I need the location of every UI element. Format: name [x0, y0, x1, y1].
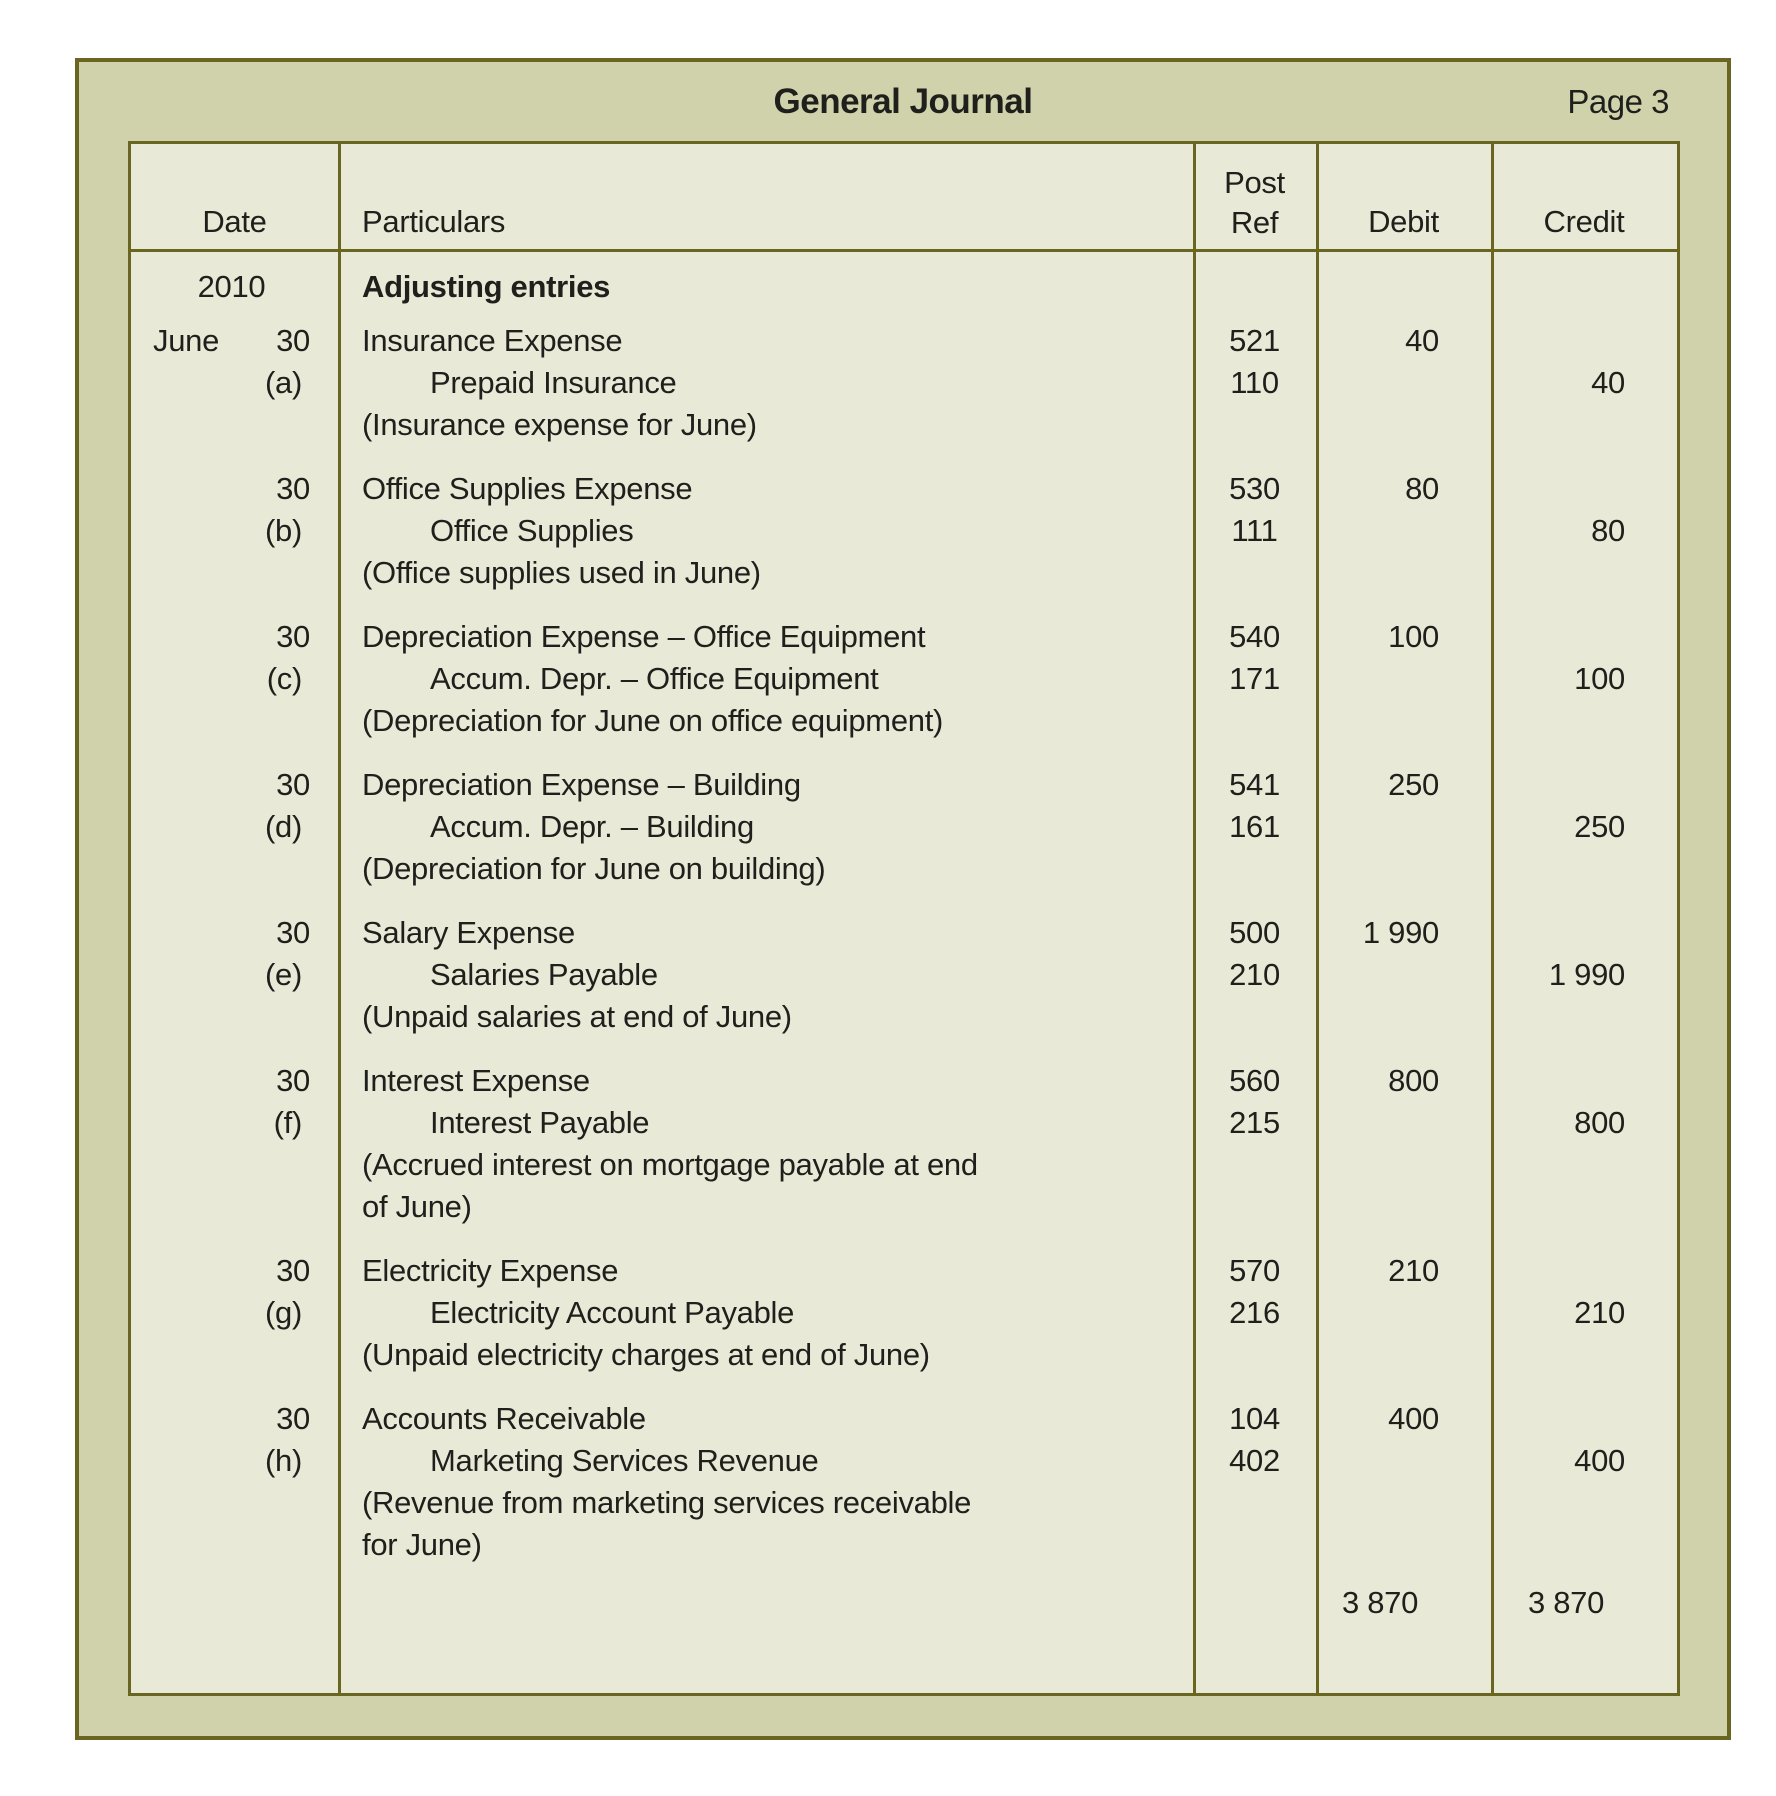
- entry-letter: (b): [265, 513, 302, 548]
- entry-date-cell: [131, 1398, 338, 1440]
- debit-account-name: Electricity Expense: [362, 1253, 619, 1288]
- debit-amount-empty: [1316, 1102, 1491, 1144]
- debit-total-value: 3 870: [1341, 1585, 1419, 1620]
- debit-amount: 800: [1388, 1063, 1439, 1098]
- narration-ref-empty: [1193, 1482, 1316, 1524]
- entry-narration-row: [131, 1482, 1677, 1524]
- header-date: Date: [202, 204, 267, 239]
- year-value: 2010: [197, 269, 266, 304]
- narration-credit-empty: [1491, 1524, 1677, 1566]
- credit-post-ref: 216: [1229, 1295, 1280, 1330]
- entry-debit-row: [131, 912, 1677, 954]
- debit-amount-empty: [1316, 1440, 1491, 1482]
- credit-account-name: Salaries Payable: [430, 957, 658, 992]
- narration-text: (Depreciation for June on office equipment): [362, 703, 944, 738]
- narration-text: of June): [362, 1189, 472, 1224]
- entry-gap: [131, 594, 1677, 616]
- debit-amount: 400: [1388, 1401, 1439, 1436]
- narration-text: (Unpaid electricity charges at end of June): [362, 1337, 930, 1372]
- entry-day: 30: [276, 767, 310, 802]
- debit-account-name: Depreciation Expense – Office Equipment: [362, 619, 926, 654]
- entry-credit-row: [131, 1292, 1677, 1334]
- credit-account-name: Interest Payable: [430, 1105, 650, 1140]
- debit-total-cell: [1316, 1582, 1491, 1624]
- credit-account-name: Prepaid Insurance: [430, 365, 677, 400]
- debit-amount-empty: [1316, 362, 1491, 404]
- narration-credit-empty: [1491, 1186, 1677, 1228]
- entry-narration-row: [131, 848, 1677, 890]
- credit-amount: 400: [1574, 1443, 1625, 1478]
- debit-amount-empty: [1316, 954, 1491, 996]
- narration-date-empty: [131, 404, 338, 446]
- narration-text: (Revenue from marketing services receivable: [362, 1485, 972, 1520]
- credit-account-name: Accum. Depr. – Office Equipment: [430, 661, 879, 696]
- table-body: [131, 252, 1677, 1624]
- narration-ref-empty: [1193, 552, 1316, 594]
- entry-debit-row: [131, 1250, 1677, 1292]
- header-post-ref: [1193, 163, 1316, 243]
- journal-entries: [131, 320, 1677, 1566]
- column-divider-date-particulars: [338, 144, 341, 1693]
- narration-text: (Unpaid salaries at end of June): [362, 999, 792, 1034]
- entry-narration-row: [131, 552, 1677, 594]
- entry-letter-cell: [131, 510, 338, 552]
- credit-amount: 210: [1574, 1295, 1625, 1330]
- debit-account-name: Interest Expense: [362, 1063, 590, 1098]
- entry-letter: (h): [265, 1443, 302, 1478]
- entry-narration-row: [131, 1186, 1677, 1228]
- entry-narration-row: [131, 1144, 1677, 1186]
- narration-debit-empty: [1316, 1334, 1491, 1376]
- entry-credit-row: [131, 1102, 1677, 1144]
- entry-letter: (f): [273, 1105, 302, 1140]
- entry-credit-row: [131, 510, 1677, 552]
- narration-ref-empty: [1193, 848, 1316, 890]
- narration-credit-empty: [1491, 552, 1677, 594]
- journal-table: [128, 141, 1680, 1696]
- entry-day: 30: [276, 1063, 310, 1098]
- narration-text: (Depreciation for June on building): [362, 851, 826, 886]
- adjusting-entries-caption: Adjusting entries: [362, 269, 611, 304]
- credit-post-ref: 111: [1231, 513, 1278, 548]
- narration-debit-empty: [1316, 1144, 1491, 1186]
- credit-amount: 250: [1574, 809, 1625, 844]
- credit-amount: 80: [1591, 513, 1625, 548]
- narration-debit-empty: [1316, 1186, 1491, 1228]
- debit-amount-empty: [1316, 658, 1491, 700]
- debit-amount-empty: [1316, 510, 1491, 552]
- narration-debit-empty: [1316, 1524, 1491, 1566]
- debit-amount: 100: [1388, 619, 1439, 654]
- narration-date-empty: [131, 1334, 338, 1376]
- entry-letter-cell: [131, 658, 338, 700]
- narration-date-empty: [131, 1186, 338, 1228]
- credit-amount: 40: [1591, 365, 1625, 400]
- narration-debit-empty: [1316, 404, 1491, 446]
- entry-debit-row: [131, 1060, 1677, 1102]
- narration-text: (Insurance expense for June): [362, 407, 757, 442]
- debit-account-name: Insurance Expense: [362, 323, 623, 358]
- credit-post-ref: 210: [1229, 957, 1280, 992]
- narration-ref-empty: [1193, 1524, 1316, 1566]
- entry-gap: [131, 742, 1677, 764]
- narration-ref-empty: [1193, 1334, 1316, 1376]
- credit-account-name: Marketing Services Revenue: [430, 1443, 819, 1478]
- entry-gap: [131, 446, 1677, 468]
- narration-credit-empty: [1491, 996, 1677, 1038]
- entry-credit-row: [131, 1440, 1677, 1482]
- narration-debit-empty: [1316, 700, 1491, 742]
- credit-amount-empty: [1491, 1250, 1677, 1292]
- entry-date-cell: [131, 320, 338, 362]
- header-particulars: Particulars: [362, 204, 506, 239]
- narration-text: (Accrued interest on mortgage payable at end: [362, 1147, 978, 1182]
- entry-day: 30: [276, 619, 310, 654]
- debit-post-ref: 560: [1229, 1063, 1280, 1098]
- debit-total-box: [1321, 1582, 1439, 1624]
- narration-ref-empty: [1193, 1144, 1316, 1186]
- journal-panel: [75, 58, 1731, 1740]
- entry-gap: [131, 1038, 1677, 1060]
- narration-debit-empty: [1316, 552, 1491, 594]
- credit-post-ref: 402: [1229, 1443, 1280, 1478]
- credit-amount: 1 990: [1548, 957, 1625, 992]
- debit-post-ref: 530: [1229, 471, 1280, 506]
- narration-date-empty: [131, 1144, 338, 1186]
- debit-post-ref: 521: [1229, 323, 1280, 358]
- credit-amount-empty: [1491, 1398, 1677, 1440]
- entry-date-cell: [131, 468, 338, 510]
- year-cell: [131, 266, 338, 308]
- entry-letter: (g): [265, 1295, 302, 1330]
- column-divider-particulars-postref: [1193, 144, 1196, 1693]
- entry-letter: (d): [265, 809, 302, 844]
- entry-day: 30: [276, 471, 310, 506]
- narration-ref-empty: [1193, 404, 1316, 446]
- entry-narration-row: [131, 404, 1677, 446]
- debit-amount: 210: [1388, 1253, 1439, 1288]
- entry-debit-row: [131, 1398, 1677, 1440]
- debit-amount: 1 990: [1362, 915, 1439, 950]
- header-debit: Debit: [1368, 204, 1439, 239]
- narration-date-empty: [131, 996, 338, 1038]
- narration-debit-empty: [1316, 1482, 1491, 1524]
- narration-credit-empty: [1491, 1482, 1677, 1524]
- entry-narration-row: [131, 1334, 1677, 1376]
- narration-credit-empty: [1491, 700, 1677, 742]
- entry-day: 30: [276, 1401, 310, 1436]
- credit-amount: 800: [1574, 1105, 1625, 1140]
- narration-date-empty: [131, 700, 338, 742]
- credit-amount-empty: [1491, 616, 1677, 658]
- narration-text: for June): [362, 1527, 482, 1562]
- credit-account-name: Office Supplies: [430, 513, 634, 548]
- entry-month: June: [153, 323, 220, 358]
- narration-debit-empty: [1316, 996, 1491, 1038]
- credit-amount-empty: [1491, 1060, 1677, 1102]
- credit-total-box: [1507, 1582, 1625, 1624]
- credit-amount: 100: [1574, 661, 1625, 696]
- narration-ref-empty: [1193, 996, 1316, 1038]
- year-row: [131, 266, 1677, 308]
- header-post-ref-line1: Post: [1224, 165, 1285, 200]
- debit-account-name: Accounts Receivable: [362, 1401, 646, 1436]
- entry-date-cell: [131, 912, 338, 954]
- entry-narration-row: [131, 1524, 1677, 1566]
- debit-post-ref: 570: [1229, 1253, 1280, 1288]
- entry-letter-cell: [131, 362, 338, 404]
- entry-letter: (e): [265, 957, 302, 992]
- entry-day: 30: [276, 1253, 310, 1288]
- column-divider-postref-debit: [1316, 144, 1319, 1693]
- entry-date-cell: [131, 1250, 338, 1292]
- narration-credit-empty: [1491, 848, 1677, 890]
- credit-amount-empty: [1491, 764, 1677, 806]
- debit-amount: 250: [1388, 767, 1439, 802]
- narration-credit-empty: [1491, 1144, 1677, 1186]
- credit-post-ref: 110: [1230, 365, 1279, 400]
- credit-amount-empty: [1491, 912, 1677, 954]
- debit-amount: 80: [1405, 471, 1439, 506]
- debit-amount: 40: [1405, 323, 1439, 358]
- page-title: General Journal: [773, 82, 1033, 121]
- narration-date-empty: [131, 1482, 338, 1524]
- entry-letter-cell: [131, 806, 338, 848]
- entry-date-cell: [131, 616, 338, 658]
- entry-debit-row: [131, 616, 1677, 658]
- entry-gap: [131, 890, 1677, 912]
- narration-date-empty: [131, 552, 338, 594]
- totals-row: [131, 1582, 1677, 1624]
- narration-credit-empty: [1491, 1334, 1677, 1376]
- entry-date-cell: [131, 764, 338, 806]
- table-header-row: [131, 144, 1677, 252]
- header-post-ref-line2: Ref: [1230, 205, 1279, 240]
- narration-text: (Office supplies used in June): [362, 555, 761, 590]
- credit-amount-empty: [1491, 468, 1677, 510]
- credit-account-name: Electricity Account Payable: [430, 1295, 795, 1330]
- entry-letter: (c): [266, 661, 302, 696]
- entry-credit-row: [131, 806, 1677, 848]
- header-credit: Credit: [1543, 204, 1625, 239]
- title-bar: [79, 62, 1727, 142]
- entry-letter-cell: [131, 1292, 338, 1334]
- entry-credit-row: [131, 362, 1677, 404]
- narration-date-empty: [131, 1524, 338, 1566]
- narration-date-empty: [131, 848, 338, 890]
- entry-debit-row: [131, 468, 1677, 510]
- entry-debit-row: [131, 764, 1677, 806]
- narration-credit-empty: [1491, 404, 1677, 446]
- debit-amount-empty: [1316, 806, 1491, 848]
- page-number-label: Page 3: [1567, 83, 1669, 120]
- debit-amount-empty: [1316, 1292, 1491, 1334]
- debit-post-ref: 540: [1229, 619, 1280, 654]
- entry-gap: [131, 1376, 1677, 1398]
- entry-letter-cell: [131, 1440, 338, 1482]
- entry-letter-cell: [131, 1102, 338, 1144]
- credit-post-ref: 161: [1229, 809, 1280, 844]
- credit-amount-empty: [1491, 320, 1677, 362]
- entry-credit-row: [131, 658, 1677, 700]
- narration-debit-empty: [1316, 848, 1491, 890]
- debit-post-ref: 541: [1229, 767, 1280, 802]
- entry-gap: [131, 1228, 1677, 1250]
- entry-narration-row: [131, 996, 1677, 1038]
- debit-post-ref: 104: [1229, 1401, 1280, 1436]
- narration-ref-empty: [1193, 1186, 1316, 1228]
- narration-ref-empty: [1193, 700, 1316, 742]
- debit-account-name: Office Supplies Expense: [362, 471, 693, 506]
- entry-narration-row: [131, 700, 1677, 742]
- entry-letter: (a): [265, 365, 302, 400]
- column-divider-debit-credit: [1491, 144, 1494, 1693]
- credit-account-name: Accum. Depr. – Building: [430, 809, 754, 844]
- credit-total-value: 3 870: [1527, 1585, 1605, 1620]
- entry-date-cell: [131, 1060, 338, 1102]
- credit-post-ref: 215: [1229, 1105, 1280, 1140]
- entry-letter-cell: [131, 954, 338, 996]
- debit-account-name: Depreciation Expense – Building: [362, 767, 801, 802]
- credit-total-cell: [1491, 1582, 1677, 1624]
- entry-credit-row: [131, 954, 1677, 996]
- credit-post-ref: 171: [1229, 661, 1280, 696]
- debit-post-ref: 500: [1229, 915, 1280, 950]
- entry-day: 30: [276, 323, 310, 358]
- debit-account-name: Salary Expense: [362, 915, 575, 950]
- entry-day: 30: [276, 915, 310, 950]
- year-gap: [131, 308, 1677, 320]
- entry-debit-row: [131, 320, 1677, 362]
